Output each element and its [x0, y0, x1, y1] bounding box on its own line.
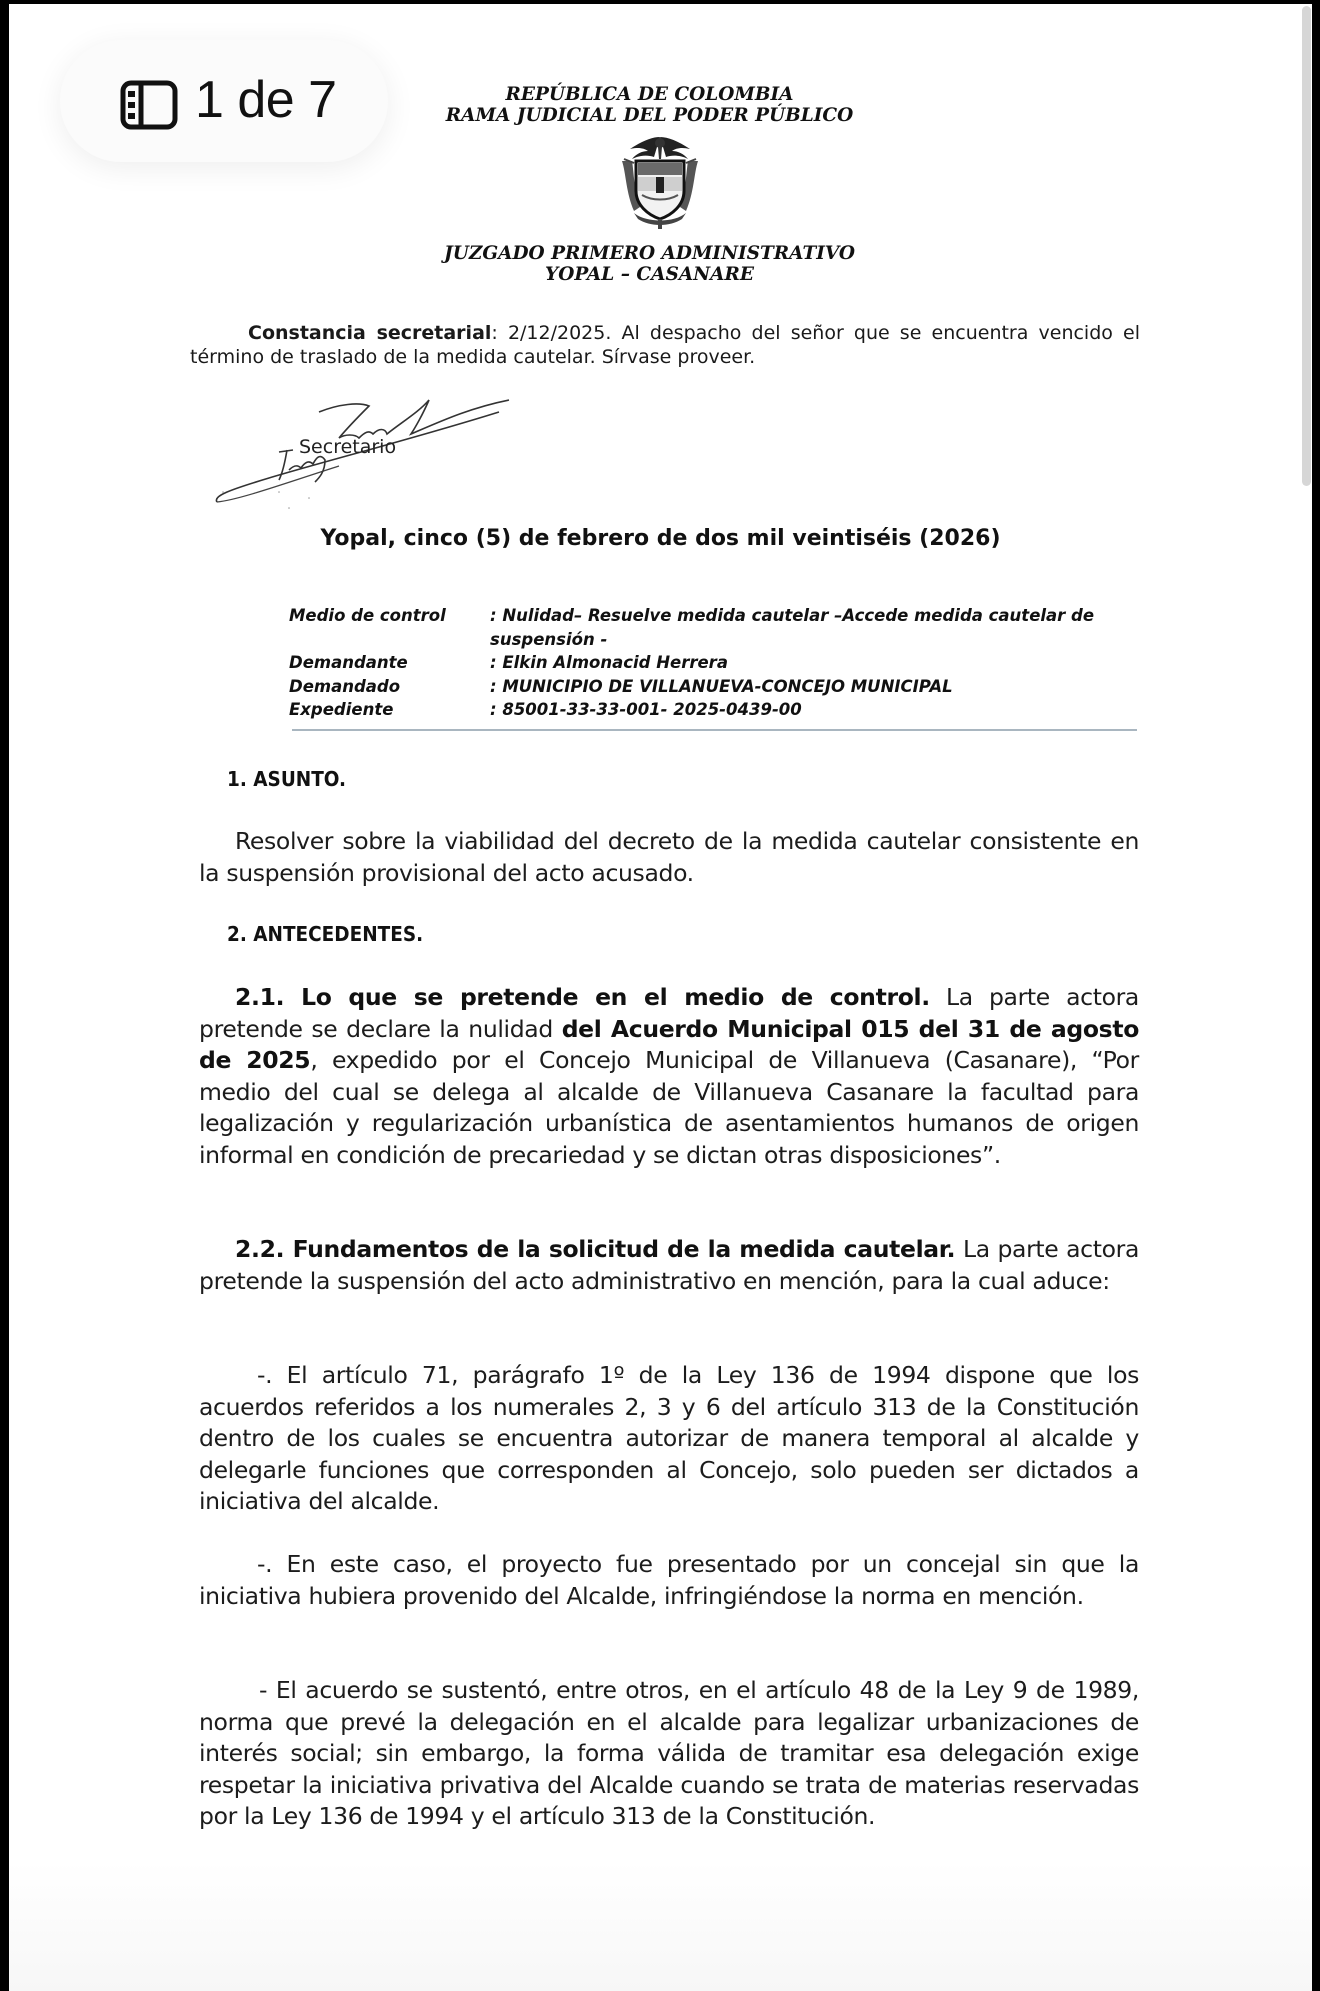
constancia-text: : 2/12/2025. Al despacho del señor que se encuentra vencido el término de traslado de la medida cautelar. Sírvase proveer.	[190, 322, 1140, 368]
case-info-value: : 85001-33-33-001- 2025-0439-00	[490, 700, 802, 719]
paragraph-2-2	[199, 1234, 1139, 1297]
argument-text: -. En este caso, el proyecto fue presentado por un concejal sin que la iniciativa hubiera provenido del Alcalde, infringiéndose la norma en mención.	[199, 1550, 1139, 1610]
argument-text: - El acuerdo se sustentó, entre otros, en el artículo 48 de la Ley 9 de 1989, norma que prevé la delegación en el alcalde para legalizar urbanizaciones de interés social; sin embargo, la forma válida de tramitar esa delegación exige respetar la iniciativa privativa del Alcalde cuando se trata de materias reservadas por la Ley 136 de 1994 y el artículo 313 de la Constitución.	[199, 1676, 1139, 1830]
sidebar-pages-icon	[120, 80, 178, 130]
asunto-paragraph	[199, 826, 1139, 889]
argument-item	[199, 1549, 1139, 1612]
page-bottom-area	[9, 1861, 1312, 1991]
case-info-label: Medio de control	[289, 606, 446, 625]
case-info-label: Demandante	[289, 653, 408, 672]
paragraph-2-1-heading: 2.1. Lo que se pretende en el medio de control.	[235, 983, 930, 1011]
case-info-value: : Elkin Almonacid Herrera	[490, 653, 728, 672]
court-header	[9, 243, 1301, 285]
court-name: JUZGADO PRIMERO ADMINISTRATIVO	[443, 243, 856, 264]
case-info-value: : MUNICIPIO DE VILLANUEVA-CONCEJO MUNICIPAL	[490, 676, 953, 696]
constancia-secretarial	[190, 321, 1140, 369]
court-location: YOPAL – CASANARE	[545, 264, 754, 285]
header-republic: REPÚBLICA DE COLOMBIA	[505, 84, 794, 105]
paragraph-2-2-text: La parte actora pretende la suspensión del acto administrativo en mención, para la cual aduce:	[199, 1235, 1139, 1295]
argument-item	[199, 1360, 1139, 1518]
case-info-value: : Nulidad– Resuelve medida cautelar –Accede medida cautelar de suspensión -	[490, 606, 1095, 649]
coat-of-arms-icon	[612, 133, 708, 231]
section-title-antecedentes: 2. ANTECEDENTES.	[227, 922, 424, 946]
case-info-row	[289, 698, 1139, 722]
case-info-label: Demandado	[289, 676, 401, 696]
paragraph-2-1-text: La parte actora pretende se declare la nulidad	[199, 983, 1139, 1043]
case-info-row	[289, 651, 1139, 675]
signature-label: Secretario	[299, 436, 397, 458]
document-viewer[interactable]	[9, 4, 1312, 1991]
section-divider	[292, 729, 1137, 731]
argument-item	[199, 1675, 1139, 1833]
paragraph-2-1-act: del Acuerdo Municipal 015 del 31 de agosto de 2025	[199, 1014, 1139, 1074]
constancia-label: Constancia secretarial	[248, 322, 492, 344]
case-info-row	[289, 604, 1139, 651]
paragraph-2-1	[199, 982, 1139, 1171]
paragraph-2-2-heading: 2.2. Fundamentos de la solicitud de la medida cautelar.	[235, 1235, 956, 1263]
date-line: Yopal, cinco (5) de febrero de dos mil veintiséis (2026)	[320, 526, 1001, 551]
case-info-row	[289, 675, 1139, 699]
paragraph-2-1-text-cont: , expedido por el Concejo Municipal de Villanueva (Casanare), “Por medio del cual se delega al alcalde de Villanueva Casanare la facultad para legalización y regularización urbanística de asentamientos humanos de origen informal en condición de precariedad y se dictan otras disposiciones”.	[199, 1046, 1139, 1169]
argument-text: -. El artículo 71, parágrafo 1º de la Ley 136 de 1994 dispone que los acuerdos referidos a los numerales 2, 3 y 6 del artículo 313 de la Constitución dentro de los cuales se encuentra autorizar de manera temporal al alcalde y delegarle funciones que corresponden al Concejo, solo pueden ser dictados a iniciativa del alcalde.	[199, 1361, 1139, 1515]
page-counter-label: 1 de 7	[195, 71, 337, 129]
asunto-text: Resolver sobre la viabilidad del decreto de la medida cautelar consistente en la suspensión provisional del acto acusado.	[199, 827, 1139, 887]
case-info-table	[289, 604, 1139, 722]
vertical-scrollbar[interactable]	[1302, 6, 1311, 486]
page-indicator[interactable]	[60, 40, 388, 162]
section-title-asunto: 1. ASUNTO.	[227, 767, 347, 791]
case-info-label: Expediente	[289, 700, 394, 719]
header-branch: RAMA JUDICIAL DEL PODER PÚBLICO	[445, 105, 854, 126]
